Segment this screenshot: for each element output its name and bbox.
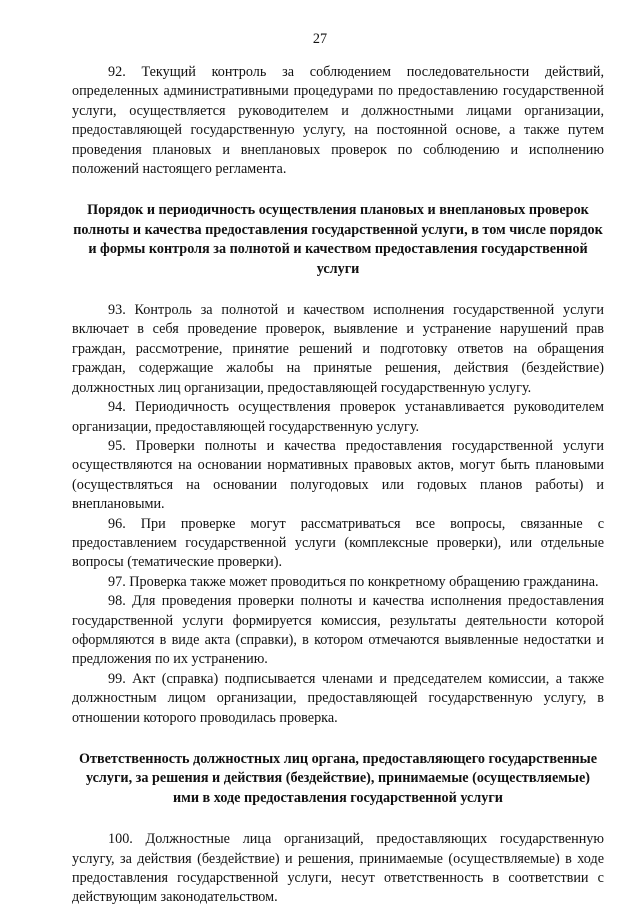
- paragraph-96: 96. При проверке могут рассматриваться все вопросы, связанные с предоставлением государственной услуги (комплексные проверки), или отдельные вопросы (тематические проверки).: [72, 515, 604, 571]
- section-heading-inspections: Порядок и периодичность осуществления плановых и внеплановых проверок полноты и качества предоставления государственной услуги, в том числе порядок и формы контроля за полнотой и качеством предоставления государственной услуги: [73, 202, 603, 277]
- paragraph-94: 94. Периодичность осуществления проверок устанавливается руководителем организации, предоставляющей государственную услугу.: [72, 399, 604, 435]
- paragraph-95: 95. Проверки полноты и качества предоставления государственной услуги осуществляются на основании нормативных правовых актов, могут быть плановыми (осуществляться на основании полугодовых или годовых планов работы) и внеплановыми.: [72, 437, 604, 513]
- paragraph-97: 97. Проверка также может проводиться по конкретному обращению гражданина.: [108, 573, 599, 590]
- paragraph-98: 98. Для проведения проверки полноты и качества исполнения предоставления государственной услуги формируется комиссия, результаты деятельности которой оформляются в виде акта (справки), в котором отмечаются выявленные недостатки и предложения по их устранению.: [72, 593, 604, 668]
- paragraph-99: 99. Акт (справка) подписывается членами и председателем комиссии, а также должностным лицом организации, предоставляющей государственную услугу, в отношении которого проводилась проверка.: [72, 670, 604, 726]
- page-content: [72, 63, 604, 908]
- paragraph-100: 100. Должностные лица организаций, предоставляющих государственную услугу, за действия (бездействие) и решения, принимаемые (осуществляемые) в ходе предоставления государственной услуги, несут ответственность в соответствии с действующим законодательством.: [72, 831, 604, 906]
- section-heading-responsibility: Ответственность должностных лиц органа, предоставляющего государственные услуги, за решения и действия (бездействие), принимаемые (осуществляемые) ими в ходе предоставления государственной услуги: [78, 751, 598, 806]
- paragraph-92: 92. Текущий контроль за соблюдением последовательности действий, определенных административными процедурами по предоставлению государственной услуги, осуществляется руководителем и должностными лицами организации, предоставляющей государственную услугу, на постоянной основе, а также путем проведения плановых и внеплановых проверок по соблюдению и исполнению положений настоящего регламента.: [72, 64, 604, 178]
- page-number: 27: [312, 31, 328, 47]
- paragraph-93: 93. Контроль за полнотой и качеством исполнения государственной услуги включает в себя проведение проверок, выявление и устранение нарушений прав граждан, рассмотрение, принятие решений и подготовку ответов на обращения граждан, содержащие жалобы на принятые решения, действия (бездействие) должностных лиц организации, предоставляющей государственную услугу.: [72, 302, 604, 396]
